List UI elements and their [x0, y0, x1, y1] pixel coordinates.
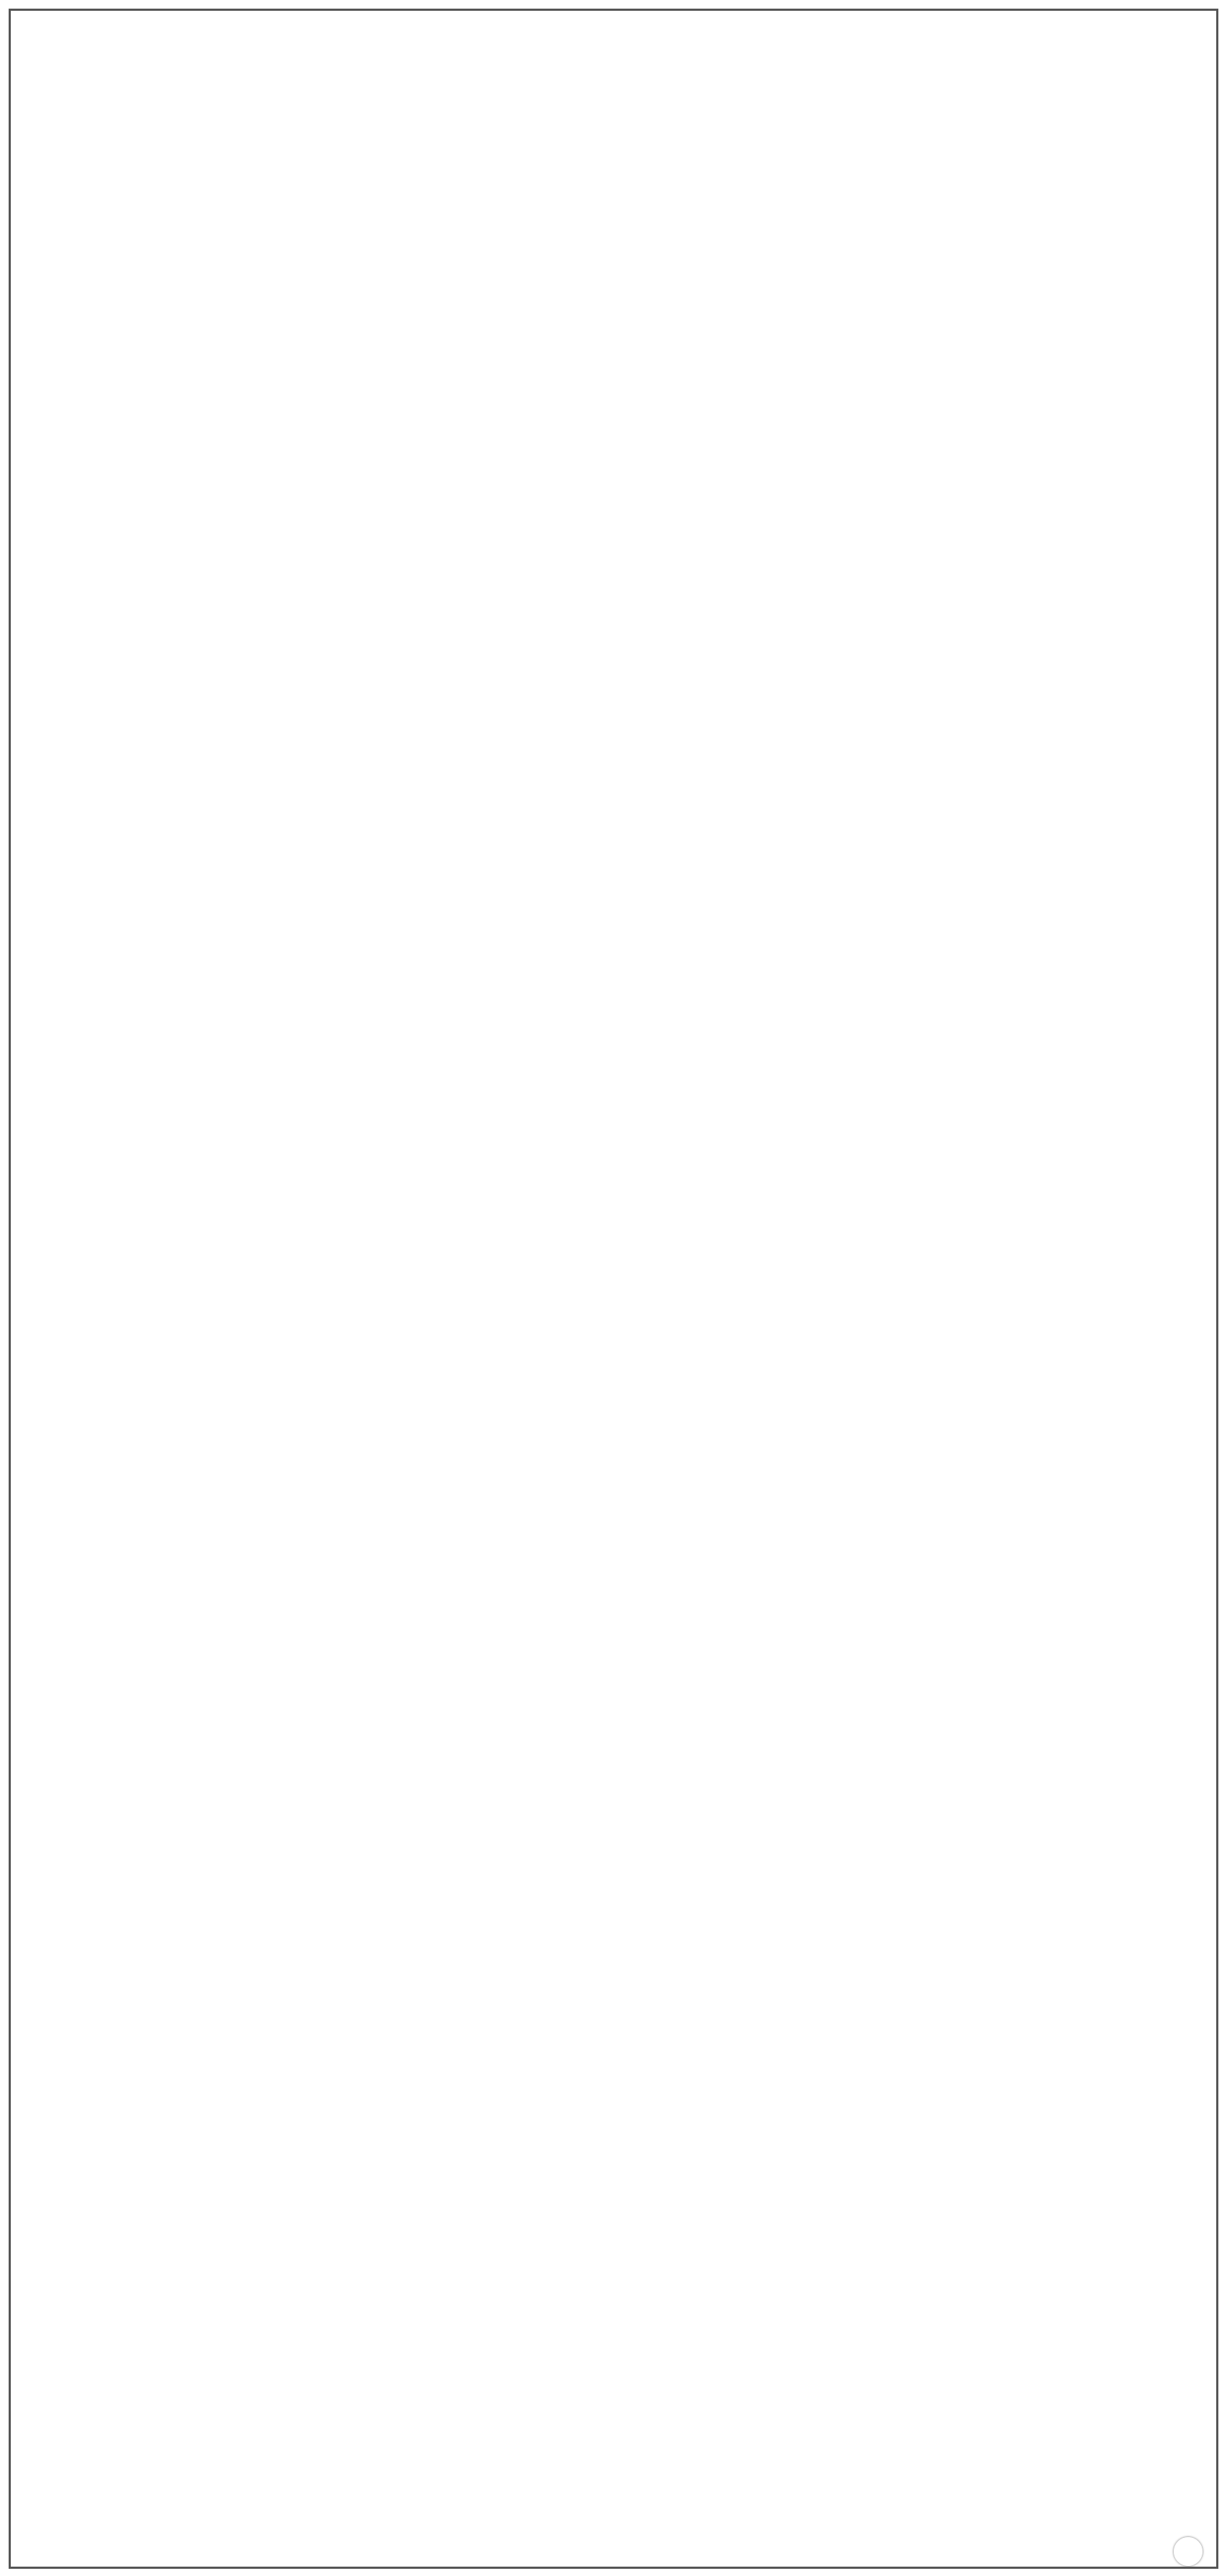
camera-icon — [1174, 2537, 1203, 2566]
listing-table — [9, 9, 1218, 2569]
watermark — [1174, 2534, 1208, 2567]
